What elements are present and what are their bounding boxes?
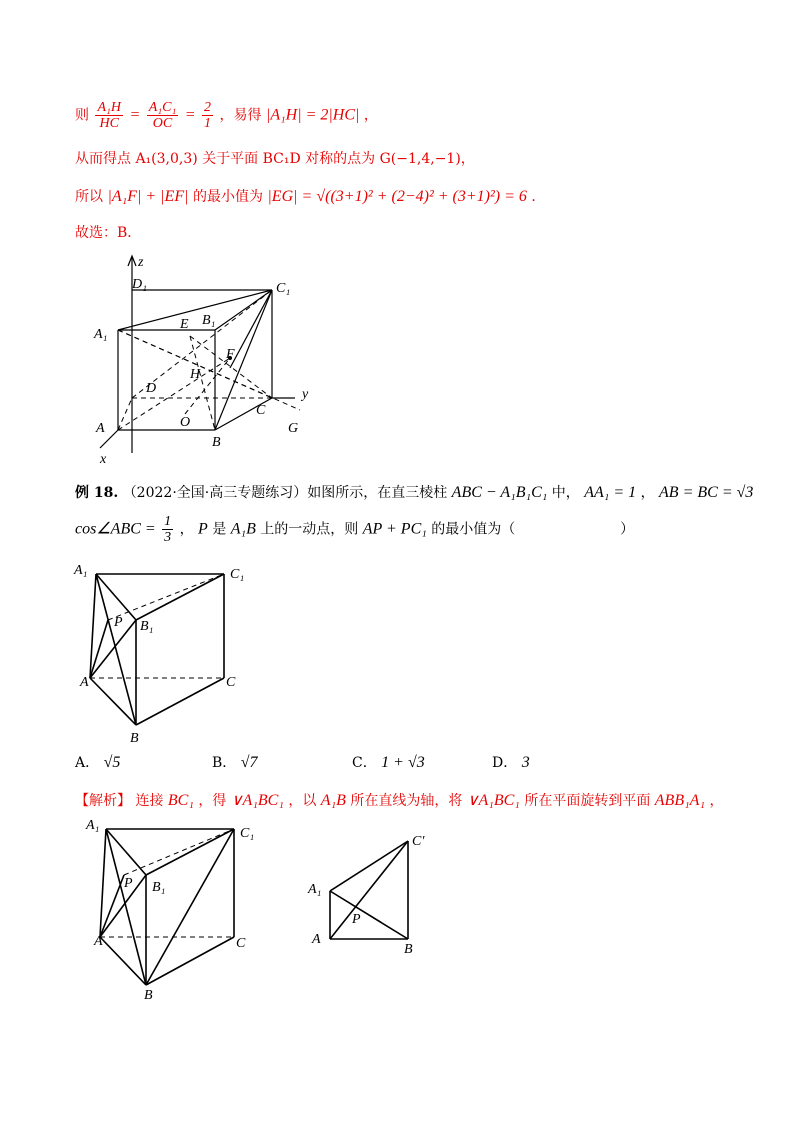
label-a: A	[312, 932, 321, 947]
example-text-close: ）	[620, 521, 635, 538]
line3-equation: |EG| = √((3+1)² + (2−4)² + (3+1)²) = 6	[267, 188, 527, 205]
solution-line-1: 则 $\frac{\text{A₁H}}{HC}$ = $\frac{\text{A₁C₁}}{OC}$ = $\frac{2}{1}$ ，易得 |A₁H| = 2|HC| ，	[75, 100, 378, 131]
label-b1: B₁	[202, 313, 216, 328]
label-a1: A₁	[308, 882, 322, 897]
analysis-text: 连接	[135, 793, 164, 809]
label-p: P	[352, 912, 361, 927]
option-value: √7	[240, 754, 258, 771]
frac-den: OC	[152, 116, 173, 131]
label-c1: C₁	[276, 281, 291, 296]
label-b: B	[212, 435, 221, 450]
frac-den: 1	[204, 116, 212, 131]
option-value: √5	[103, 754, 121, 771]
unfolded-plane-figure	[300, 825, 450, 964]
frac-num: A₁H	[97, 100, 121, 115]
line1-equation: |A₁H| = 2|HC|	[265, 106, 360, 124]
label-a1: A₁	[74, 563, 88, 578]
solution-line-3	[75, 186, 545, 206]
analysis-text: ，	[709, 793, 724, 809]
label-b1: B₁	[140, 619, 154, 634]
segment-bc1: BC₁	[167, 792, 194, 809]
option-value: 1 + √3	[381, 754, 425, 771]
frac-den: HC	[99, 116, 119, 131]
example-line-2	[75, 514, 634, 545]
frac-den: 3	[164, 530, 172, 545]
label-b: B	[404, 942, 413, 957]
prism-name: ABC − A₁B₁C₁	[451, 484, 548, 501]
triangle-a1bc1: ∨A₁BC₁	[230, 792, 284, 809]
label-c1: C₁	[230, 567, 245, 582]
frac-num: 2	[204, 100, 212, 115]
frac-num: 1	[164, 514, 172, 529]
label-p: P	[124, 876, 133, 891]
label-f: F	[226, 347, 235, 362]
option-d[interactable]	[492, 752, 530, 772]
frac-num: A₁C₁	[148, 100, 177, 115]
label-a1: A₁	[94, 327, 108, 342]
line1-mid: ，易得	[219, 107, 262, 124]
fraction-a1c1-oc	[147, 100, 179, 131]
label-p: P	[114, 615, 123, 630]
point-p: P	[198, 520, 208, 538]
label-c: C	[236, 936, 246, 951]
triangle-a1bc1-2: ∨A₁BC₁	[466, 792, 520, 809]
label-b: B	[144, 988, 153, 1003]
line1-end: ，	[363, 107, 378, 124]
label-h: H	[190, 367, 201, 382]
label-b1: B₁	[152, 880, 166, 895]
analysis-text: 所在直线为轴，将	[350, 793, 463, 809]
label-d: D	[146, 381, 157, 396]
line1-prefix: 则	[75, 107, 89, 124]
label-g: G	[288, 421, 299, 436]
solution-line-2: 从而得点 A₁(3,0,3) 关于平面 BC₁D 对称的点为 G(−1,4,−1)，	[75, 151, 475, 167]
example-in: 中，	[551, 485, 580, 501]
cube-figure	[90, 248, 320, 472]
analysis-line	[75, 790, 723, 810]
condition-ab-bc: AB = BC = √3	[659, 484, 754, 501]
segment-a1b: A₁B	[230, 520, 256, 538]
fraction-2-1	[202, 100, 213, 131]
label-y: y	[302, 387, 309, 402]
label-a1: A₁	[86, 818, 100, 833]
label-o: O	[180, 415, 191, 430]
fraction-a1h-hc	[95, 100, 123, 131]
expr-ap-pc1: AP + PC₁	[362, 520, 427, 538]
example-source: （2022·全国·高三专题练习）如图所示，在直三棱柱	[122, 485, 448, 501]
plane-abb1a1: ABB₁A₁	[654, 792, 705, 809]
example-comma: ，	[179, 521, 194, 538]
option-letter: B．	[212, 755, 237, 771]
prism-solution-figure	[80, 815, 270, 1009]
option-letter: A．	[75, 755, 100, 771]
fraction-1-3	[162, 514, 173, 545]
segment-a1b: A₁B	[320, 792, 346, 809]
solution-line-4: 故选：B．	[75, 225, 142, 241]
condition-aa1: AA₁ = 1	[584, 484, 637, 501]
label-c-prime: C′	[412, 834, 425, 849]
prism-figure	[70, 560, 260, 754]
example-text-moving: 上的一动点，则	[260, 521, 359, 538]
analysis-text: ，以	[288, 793, 317, 809]
line3-mid: 的最小值为	[192, 189, 263, 205]
label-a: A	[94, 934, 103, 949]
label-z: z	[138, 255, 144, 270]
example-text-is: 是	[212, 521, 227, 538]
analysis-text: 所在平面旋转到平面	[524, 793, 651, 809]
option-value: 3	[521, 754, 530, 771]
label-c: C	[256, 403, 266, 418]
label-d1: D₁	[132, 277, 147, 292]
example-line-1	[75, 482, 753, 502]
label-a: A	[80, 675, 89, 690]
line3-end: ．	[531, 189, 546, 205]
line3-prefix: 所以	[75, 189, 103, 205]
option-letter: C．	[352, 755, 377, 771]
cos-label: cos∠ABC =	[75, 520, 156, 538]
line3-expr: |A₁F| + |EF|	[107, 188, 189, 205]
label-x: x	[100, 452, 107, 467]
example-sep: ，	[640, 485, 655, 501]
option-a[interactable]	[75, 752, 120, 772]
option-c[interactable]	[352, 752, 425, 772]
option-letter: D．	[492, 755, 518, 771]
option-b[interactable]	[212, 752, 258, 772]
example-number: 例 18.	[75, 485, 119, 501]
label-c: C	[226, 675, 236, 690]
example-text-min: 的最小值为（	[431, 521, 516, 538]
analysis-text: ，得	[198, 793, 227, 809]
label-b: B	[130, 731, 139, 746]
analysis-tag: 【解析】	[75, 793, 131, 809]
label-a: A	[96, 421, 105, 436]
label-c1: C₁	[240, 826, 255, 841]
label-e: E	[180, 317, 189, 332]
